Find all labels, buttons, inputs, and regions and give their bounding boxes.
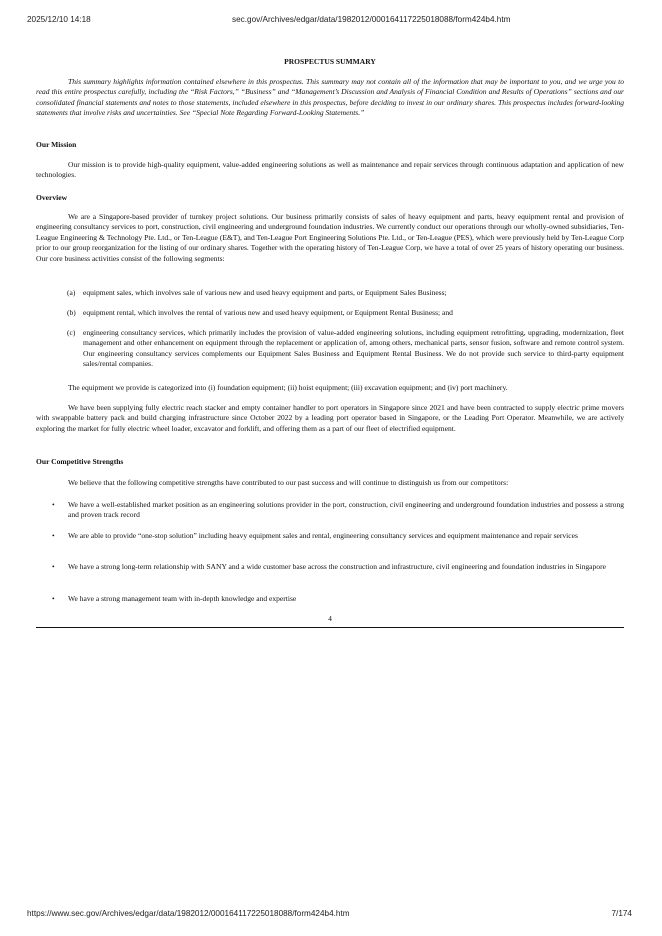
strengths-heading: Our Competitive Strengths <box>36 457 124 466</box>
strength-text: We have a well-established market position as an engineering solutions provider in the port, construction, civil engineering and underground foundation industries and possess a strong and proven track record <box>68 500 624 520</box>
print-footer-url: https://www.sec.gov/Archives/edgar/data/1982012/000164117225018088/form424b4.htm <box>27 909 350 918</box>
segment-marker: (b) <box>67 308 76 317</box>
mission-paragraph: Our mission is to provide high-quality equipment, value-added engineering solutions as well as maintenance and repair services through continuous adaptation and application of new technologies. <box>36 160 624 180</box>
segment-marker: (a) <box>67 288 76 297</box>
segment-text: equipment sales, which involves sale of various new and used heavy equipment and parts, or Equipment Sales Business; <box>83 288 447 297</box>
overview-heading: Overview <box>36 193 68 202</box>
strengths-intro: We believe that the following competitive strengths have contributed to our past success and will continue to distinguish us from our competitors: <box>68 478 509 487</box>
bullet-icon: • <box>52 594 55 603</box>
strength-item <box>36 500 624 521</box>
strength-item <box>36 531 624 541</box>
segment-item <box>36 308 624 318</box>
print-header-url: sec.gov/Archives/edgar/data/1982012/000164117225018088/form424b4.htm <box>232 15 511 24</box>
page-title: PROSPECTUS SUMMARY <box>284 57 376 66</box>
bullet-icon: • <box>52 500 55 509</box>
mission-heading: Our Mission <box>36 140 77 149</box>
intro-paragraph: This summary highlights information contained elsewhere in this prospectus. This summary may not contain all of the information that may be important to you, and we urge you to read this entire prospectus carefully, including the “Risk Factors,” “Business” and “Management’s Discussion and Analysis of Financial Condition and Results of Operations” sections and our consolidated financial statements and notes to those statements, included elsewhere in this prospectus, before deciding to invest in our ordinary shares. This prospectus includes forward-looking statements that involve risks and uncertainties. See “Special Note Regarding Forward-Looking Statements.” <box>36 77 624 118</box>
overview-paragraph: We are a Singapore-based provider of turnkey project solutions. Our business primarily consists of sales of heavy equipment and parts, heavy equipment rental and provision of engineering consultancy services to port, construction, civil engineering and underground foundation industries. We currently conduct our operations through our wholly-owned subsidiaries, Ten-League Engineering & Technology Pte. Ltd., or Ten-League (E&T), and Ten-League Port Engineering Solutions Pte. Ltd., or Ten-League (PES), which were previously held by Ten-League Corp prior to our group reorganization for the listing of our ordinary shares. Together with the operating history of Ten-League Corp, we have a total of over 25 years of history operating our business. Our core business activities consist of the following segments: <box>36 212 624 263</box>
page-divider <box>36 627 624 628</box>
strength-text: We have a strong management team with in-depth knowledge and expertise <box>68 594 297 603</box>
strength-text: We are able to provide “one-stop solution” including heavy equipment sales and rental, engineering consultancy services and equipment maintenance and repair services <box>68 531 578 540</box>
segment-text: engineering consultancy services, which primarily includes the provision of value-added engineering solutions, including equipment retrofitting, upgrading, modernization, fleet management and other enhancement on equipment through the replacement or application of, among others, mechanical parts, sensor fusion, software and remote control system. Our engineering consultancy services complements our Equipment Sales Business and Equipment Rental Business. We do not provide such service to third-party equipment sales/rental companies. <box>83 328 624 369</box>
strength-item <box>36 594 624 604</box>
bullet-icon: • <box>52 562 55 571</box>
electric-paragraph: We have been supplying fully electric reach stacker and empty container handler to port operators in Singapore since 2021 and have been contracted to supply electric prime movers with swappable battery pack and build charging infrastructure since October 2022 by a leading port operator based in Singapore, or the Leading Port Operator. Meanwhile, we are actively exploring the market for fully electric wheel loader, excavator and forklift, and offering them as a part of our fleet of electrified equipment. <box>36 403 624 433</box>
print-page-count: 7/174 <box>611 909 632 918</box>
segment-item <box>36 288 624 298</box>
segment-item <box>36 328 624 370</box>
segment-text: equipment rental, which involves the rental of various new and used heavy equipment, or Equipment Rental Business; and <box>83 308 453 317</box>
strength-text: We have a strong long-term relationship with SANY and a wide customer base across the construction and infrastructure, civil engineering and foundation industries in Singapore <box>68 562 606 571</box>
segment-marker: (c) <box>67 328 76 337</box>
equipment-paragraph: The equipment we provide is categorized into (i) foundation equipment; (ii) hoist equipment; (iii) excavation equipment; and (iv) port machinery. <box>68 383 508 392</box>
bullet-icon: • <box>52 531 55 540</box>
print-datetime: 2025/12/10 14:18 <box>27 15 91 24</box>
strength-item <box>36 562 624 572</box>
page-number: 4 <box>328 614 332 623</box>
